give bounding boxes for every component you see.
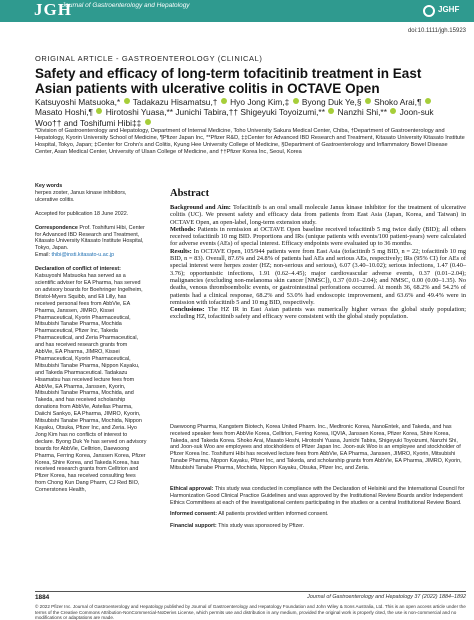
page-number: 1884 bbox=[35, 594, 50, 601]
ethical-approval-note bbox=[170, 486, 466, 506]
orcid-icon[interactable] bbox=[425, 98, 431, 104]
author-name[interactable]: Tadakazu Hisamatsu,† bbox=[132, 97, 220, 107]
article-type: ORIGINAL ARTICLE - GASTROENTEROLOGY (CLINICAL) bbox=[35, 54, 263, 63]
orcid-icon[interactable] bbox=[293, 98, 299, 104]
funding-text: This study was sponsored by Pfizer. bbox=[218, 523, 305, 530]
abstract-methods bbox=[170, 226, 466, 248]
author-name[interactable]: Katsuyoshi Matsuoka,* bbox=[35, 97, 123, 107]
article-notes bbox=[170, 486, 466, 535]
conclusions-text-pre: The HZ IR in East Asian patients was numerically higher bbox=[207, 306, 371, 314]
jghf-badge bbox=[423, 3, 471, 19]
journal-citation: Journal of Gastroenterology and Hepatology 37 (2022) 1884–1892 bbox=[307, 594, 466, 600]
author-name[interactable]: Joon-suk Woo†† and Toshifumi Hibi‡‡ bbox=[35, 107, 434, 128]
conflict-of-interest-block bbox=[35, 266, 147, 494]
conclusions-text-post: the global study population; excluding HZ, tofacitinib safety and efficacy were consistent with the global study population. bbox=[170, 306, 466, 321]
orcid-icon[interactable] bbox=[145, 119, 151, 125]
footer-divider bbox=[35, 591, 466, 592]
doi-link[interactable]: doi:10.1111/jgh.15923 bbox=[407, 28, 466, 34]
consent-label: Informed consent: bbox=[170, 511, 218, 518]
article-info-column bbox=[35, 183, 147, 501]
affiliations: *Division of Gastroenterology and Hepatology, Department of Internal Medicine, Toho University Sakura Medical Center, Chiba, †Department of Gastroenterology and Hepatology, Kyorin University School of Medicine, ¶Pfizer Japan Inc, **Pfizer R&D, ‡‡Center for Advanced IBD Research and Treatment, Kitasato University Kitasato Institute Hospital, Tokyo, Japan; ‡Center for Crohn's and Colitis, Kyung Hee University College of Medicine, §Department of Gastroenterology and Inflammatory Bowel Disease Center, Asan Medical Center, University of Ulsan College of Medicine, and ††Pfizer Korea Inc, Seoul, Korea bbox=[35, 128, 465, 155]
consent-text: All patients provided written informed consent. bbox=[218, 511, 329, 518]
email-label: Email: bbox=[35, 252, 50, 259]
funding-label: Financial support: bbox=[170, 523, 217, 530]
methods-label: Methods: bbox=[170, 225, 196, 233]
abstract-background bbox=[170, 204, 466, 226]
abstract-conclusions bbox=[170, 306, 466, 321]
author-list bbox=[35, 97, 460, 128]
abstract-results bbox=[170, 248, 466, 306]
informed-consent-note bbox=[170, 511, 466, 518]
financial-support-note bbox=[170, 523, 466, 530]
author-name[interactable]: Hyo Jong Kim,‡ bbox=[230, 97, 292, 107]
article-title: Safety and efficacy of long-term tofacitinib treatment in East Asian patients with ulcerative colitis in OCTAVE Open bbox=[35, 66, 422, 96]
journal-header-band bbox=[0, 0, 474, 22]
correspondence-block bbox=[35, 225, 147, 260]
email-link[interactable]: thibi@insti.kitasato-u.ac.jp bbox=[51, 252, 115, 259]
author-name[interactable]: Shoko Arai,¶ bbox=[374, 97, 424, 107]
background-label: Background and Aim: bbox=[170, 204, 231, 211]
accepted-date: Accepted for publication 18 June 2022. bbox=[35, 210, 129, 217]
journal-logo: JGH bbox=[34, 0, 72, 19]
orcid-icon[interactable] bbox=[328, 108, 334, 114]
author-name[interactable]: Hirotoshi Yuasa,** Junichi Tabira,†† Shigeyuki Toyoizumi,** bbox=[105, 107, 328, 118]
methods-text: Patients in remission at OCTAVE Open baseline received tofacitinib 5 mg twice daily (BID); all others received tofacitinib 10 mg BID. Proportions and IRs (unique patients with events/100 patient-years) were calculated for adverse events (AEs) of special interest. Efficacy endpoints were evaluated up to 36 months. bbox=[170, 225, 466, 248]
abstract-body bbox=[170, 204, 466, 321]
journal-logo-subtitle: Journal of Gastroenterology and Hepatology bbox=[62, 2, 190, 9]
copyright-notice: © 2022 Pfizer Inc. Journal of Gastroenterology and Hepatology published by Journal of Gastroenterology and Hepatology Foundation and John Wiley & Sons Australia, Ltd. This is an open access article under the terms of the Creative Commons Attribution-NonCommercial-NoDerivs License, which permits use and distribution in any medium, provided the original work is properly cited, the use is non-commercial and no modifications or adaptations are made. bbox=[35, 604, 466, 620]
conclusions-versus: versus bbox=[370, 306, 388, 314]
conflict-continued-text: Daewoong Pharma, Kangstem Biotech, Korea United Pharm. Inc., Medtronic Korea, NanoEntek, and Takeda, and has received speaker fees from AbbVie Korea, Celltrion, Ferring Korea, IQVIA, Janssen Korea, Pfizer Korea, Shire Korea, Takeda, and Takeda Korea. Shoko Arai, Masato Hoshi, Hirotoshi Yuasa, Junichi Tabira, Shigeyuki Toyoizumi, Nanzhi Shi, and Joon-suk Woo are employees and stockholders of Pfizer Japan Inc. Joon-suk Woo is an employee and stockholder of Pfizer Korea Inc. Toshifumi Hibi has received lecture fees from AbbVie, EA Pharma, Janssen, JIMRO, Kyorin, Mitsubishi Tanabe Pharma, Nippon Kayaku, Pfizer Inc, and Takeda, and scholarship grants from AbbVie, EA Pharma, JIMRO, Kyorin, Mitsubishi Tanabe Pharma, Mochida, Nippon Kayaku, Otsuka, Pfizer Inc, and Zeria. bbox=[170, 424, 462, 471]
orcid-icon[interactable] bbox=[390, 108, 396, 114]
keywords-block bbox=[35, 183, 147, 204]
author-name[interactable]: Nanzhi Shi,** bbox=[337, 107, 390, 118]
correspondence-text: Prof. Toshifumi Hibi, Center for Advanced IBD Research and Treatment, Kitasato University Kitasato Institute Hospital, Tokyo, Japan. bbox=[35, 224, 145, 252]
background-text: Tofacitinib is an oral small molecule Janus kinase inhibitor for the treatment of ulcerative colitis (UC). We present safety and efficacy data from patients from East Asia (Japan, Korea, and Taiwan) in OCTAVE Open, an open-label, long-term extension study. bbox=[170, 204, 466, 226]
orcid-icon[interactable] bbox=[365, 98, 371, 104]
jghf-ring-icon bbox=[423, 5, 435, 17]
keywords-text: herpes zoster, Janus kinase inhibitors, ulcerative colitis. bbox=[35, 189, 127, 203]
results-text: In OCTAVE Open, 105/944 patients were from East Asia (tofacitinib 5 mg BID, n = 22; tofacitinib 10 mg BID, n = 83). Overall, 87.6% and 24.8% of patients had AEs and serious AEs, respectively; IRs (95% CI) for AEs of special interest were herpes zoster (HZ; non-serious and serious), 6.07 (3.40–10.02); serious infections, 1.47 (0.40–3.76); opportunistic infections, 1.91 (0.62–4.45); major cardiovascular adverse events, 0.37 (0.01–2.04); malignancies (excluding non-melanoma skin cancer [NMSC]), 0.37 (0.01–2.04); and NMSC, 0.00 (0.00–1.35). No deaths, venous thromboembolic events, or gastrointestinal perforations occurred. At month 36, 68.2% and 54.2% of patients had a clinical response, 68.2% and 53.0% had endoscopic improvement, and 63.6% and 49.4% were in remission with tofacitinib 5 and 10 mg BID, respectively. bbox=[170, 247, 467, 306]
orcid-icon[interactable] bbox=[221, 98, 227, 104]
abstract-section bbox=[170, 188, 466, 321]
conflict-text: Katsuyoshi Matsuoka has served as a scientific adviser for EA Pharma, has served on advisory boards for Boehringer Ingelheim, Bristol-Myers Squibb, and Eli Lilly, has received personal fees from AbbVie, EA Pharma, Janssen, JIMRO, Kissei Pharmaceutical, Kyorin Pharmaceutical, Mitsubishi Tanabe Pharma, Mochida Pharmaceutical, Pfizer Inc, Takeda Pharmaceutical, and Zeria Pharmaceutical, and has received research grants from AbbVie, EA Pharma, JIMRO, Kissei Pharmaceutical, Kyorin Pharmaceutical, Mitsubishi Tanabe Pharma, Nippon Kayaku, and Takeda Pharmaceutical. Tadakazu Hisamatsu has received lecture fees from AbbVie, EA Pharma, Janssen, Kyorin, Mitsubishi Tanabe Pharma, Mochida, and Takeda, and has received scholarship donations from AbbVie, Astellas Pharma, Daiichi Sankyo, EA Pharma, JIMRO, Kyorin, Mitsubishi Tanabe Pharma, Mochida, Nippon Kayaku, Otsuka, Pfizer Inc, and Zeria. Hyo Jong Kim has no conflicts of interest to declare. Byong Duk Ye has served on advisory boards for AbbVie, Celltrion, Daewoong Pharma, Ferring Korea, Janssen Korea, Pfizer Korea, Shire Korea, and Takeda Korea, has received research grants from Celltrion and Pfizer Korea, has received consulting fees from Chong Kun Dang Pharm, CJ Red BIO, Cornerstones Health, bbox=[35, 273, 147, 494]
author-name[interactable]: Masato Hoshi,¶ bbox=[35, 107, 96, 118]
jghf-badge-label: JGHF bbox=[438, 5, 460, 14]
conclusions-label: Conclusions: bbox=[170, 306, 205, 314]
orcid-icon[interactable] bbox=[124, 98, 130, 104]
orcid-icon[interactable] bbox=[96, 108, 102, 114]
abstract-heading: Abstract bbox=[170, 188, 210, 199]
ethical-label: Ethical approval: bbox=[170, 486, 214, 492]
ethical-text: This study was conducted in compliance with the Declaration of Helsinki and the International Council for Harmonization Good Clinical Practice Guidelines and was approved by the Institutional Review Boards and/or Independent Ethics Committees at each of the investigational centers participating in the studies or a central Institutional Review Board. bbox=[170, 486, 465, 506]
conflict-label: Declaration of conflict of interest: bbox=[35, 266, 121, 273]
results-label: Results: bbox=[170, 247, 192, 255]
keywords-label: Key words bbox=[35, 183, 63, 189]
correspondence-label: Correspondence bbox=[35, 224, 78, 231]
author-name[interactable]: Byong Duk Ye,§ bbox=[301, 97, 364, 107]
